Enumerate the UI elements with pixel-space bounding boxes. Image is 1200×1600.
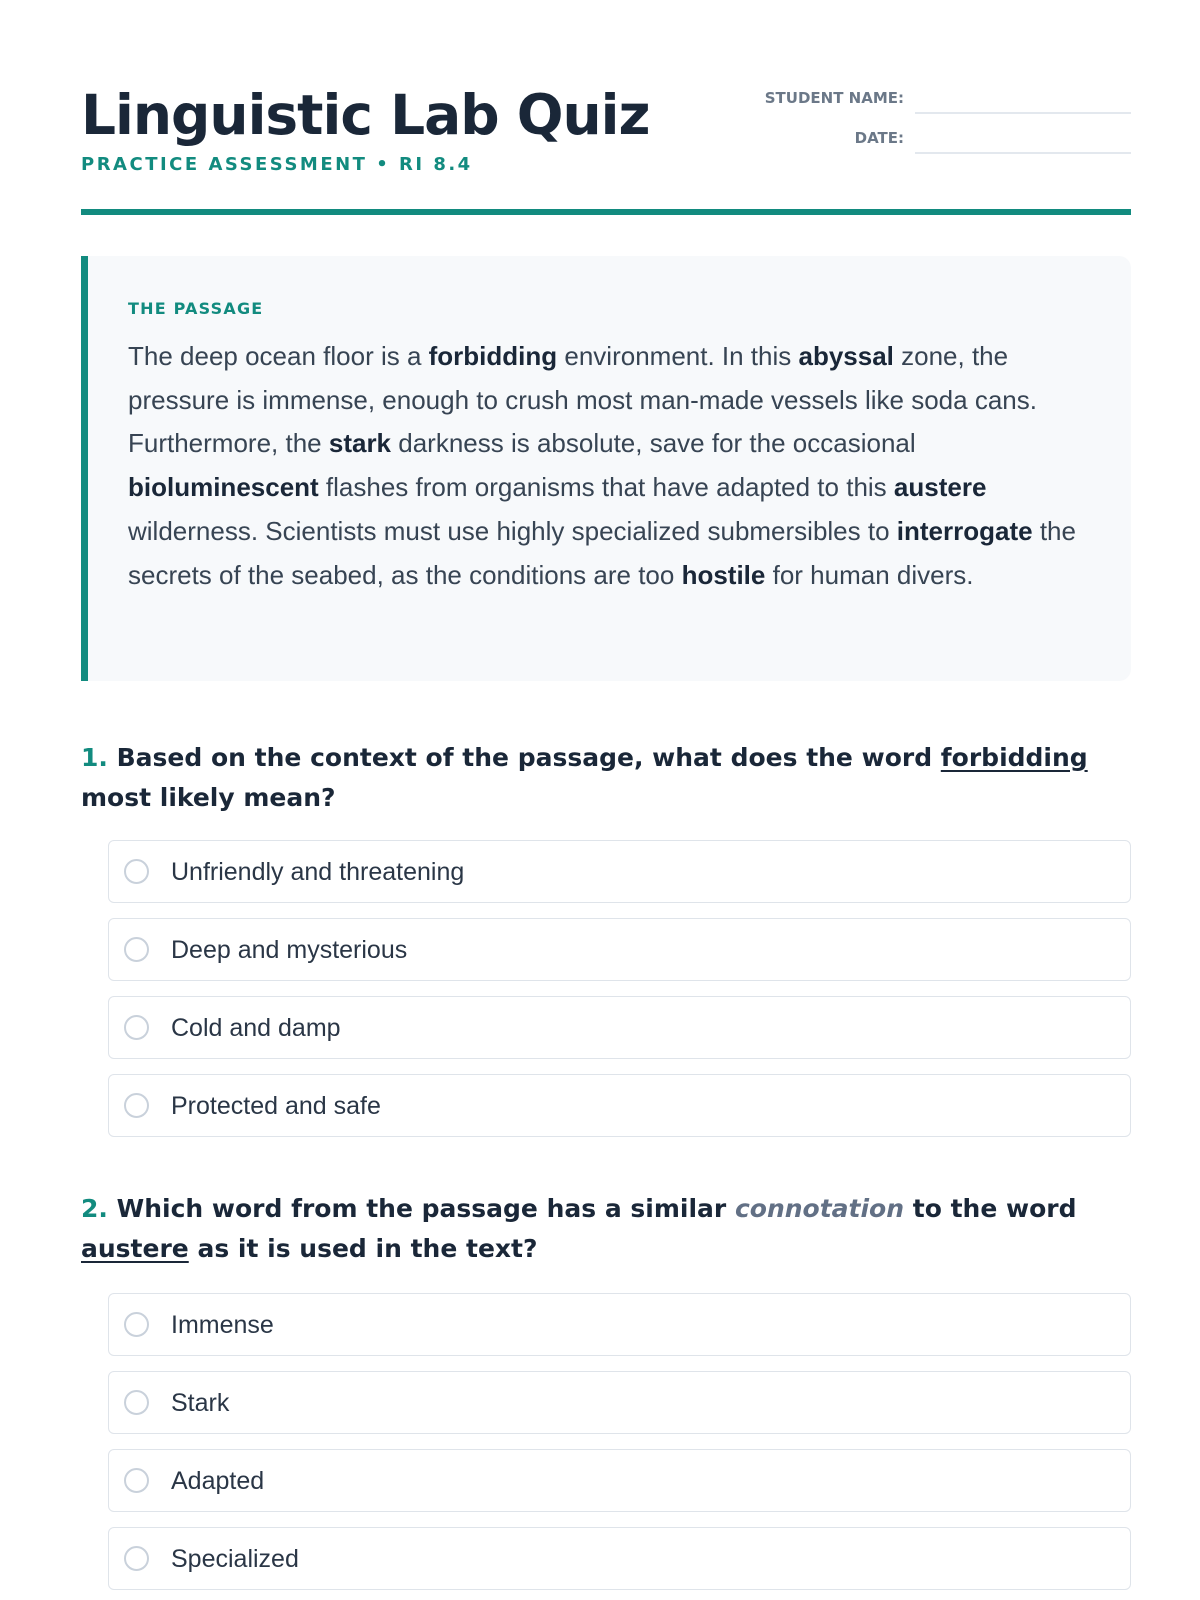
vocab-word: abyssal xyxy=(798,341,894,371)
vocab-word: bioluminescent xyxy=(128,472,319,503)
option-label: Protected and safe xyxy=(171,1092,381,1120)
student-name-label: STUDENT NAME: xyxy=(764,89,904,107)
radio-icon[interactable] xyxy=(124,1093,149,1118)
vocab-word: interrogate xyxy=(896,515,1033,546)
passage-segment: The deep ocean floor is a xyxy=(128,341,429,371)
radio-icon[interactable] xyxy=(124,937,149,962)
question-1-option-c[interactable] xyxy=(108,996,1131,1059)
vocab-word: stark xyxy=(328,428,392,459)
option-label: Specialized xyxy=(171,1545,299,1573)
student-name-field xyxy=(731,82,1131,112)
passage-segment: wilderness. Scientists must use highly specialized submersibles to xyxy=(128,515,897,546)
question-text: most likely mean? xyxy=(81,783,336,812)
radio-icon[interactable] xyxy=(124,1312,149,1337)
question-1-option-b[interactable] xyxy=(108,918,1131,981)
date-input[interactable] xyxy=(915,152,1131,154)
question-1-option-a[interactable] xyxy=(108,840,1131,903)
vocab-word: hostile xyxy=(681,559,766,590)
question-emphasis: connotation xyxy=(734,1194,905,1223)
question-text: as it is used in the text? xyxy=(188,1234,538,1263)
page-title: Linguistic Lab Quiz xyxy=(81,83,650,147)
question-number: 2. xyxy=(81,1194,108,1223)
passage-segment: the secrets of the seabed, as the conditions are too xyxy=(128,515,1076,590)
option-label: Deep and mysterious xyxy=(171,936,408,964)
passage-segment: flashes from organisms that have adapted to this xyxy=(318,472,894,503)
question-2-option-d[interactable] xyxy=(108,1527,1131,1590)
vocab-word: austere xyxy=(893,472,987,503)
question-keyword: forbidding xyxy=(940,743,1088,772)
question-1-option-d[interactable] xyxy=(108,1074,1131,1137)
question-2-option-a[interactable] xyxy=(108,1293,1131,1356)
passage-label: THE PASSAGE xyxy=(128,299,264,318)
radio-icon[interactable] xyxy=(124,859,149,884)
question-1-prompt xyxy=(81,738,1131,818)
vocab-word: forbidding xyxy=(428,341,558,371)
passage-segment: darkness is absolute, save for the occasional xyxy=(391,428,916,459)
page-subtitle: PRACTICE ASSESSMENT • RI 8.4 xyxy=(81,154,473,175)
question-text: Based on the context of the passage, what does the word xyxy=(116,743,941,772)
student-name-input[interactable] xyxy=(915,112,1131,114)
question-keyword: austere xyxy=(81,1234,189,1263)
radio-icon[interactable] xyxy=(124,1015,149,1040)
passage-segment: environment. In this xyxy=(557,341,799,371)
passage-segment: zone, the pressure is immense, enough to crush most man-made vessels like soda cans. Furthermore, the xyxy=(128,341,1037,459)
question-2-option-b[interactable] xyxy=(108,1371,1131,1434)
date-label: DATE: xyxy=(854,129,904,147)
passage-text xyxy=(128,335,1088,597)
passage-box xyxy=(81,256,1131,681)
question-number: 1. xyxy=(81,743,108,772)
quiz-header xyxy=(81,80,1131,216)
header-divider xyxy=(81,209,1131,215)
option-label: Immense xyxy=(171,1311,274,1339)
radio-icon[interactable] xyxy=(124,1546,149,1571)
question-text: to the word xyxy=(904,1194,1077,1223)
option-label: Unfriendly and threatening xyxy=(171,858,465,886)
question-2-option-c[interactable] xyxy=(108,1449,1131,1512)
passage-segment: for human divers. xyxy=(765,559,974,590)
option-label: Stark xyxy=(171,1389,230,1417)
option-label: Cold and damp xyxy=(171,1014,341,1042)
radio-icon[interactable] xyxy=(124,1390,149,1415)
option-label: Adapted xyxy=(171,1467,265,1495)
question-text: Which word from the passage has a similar xyxy=(116,1194,735,1223)
date-field xyxy=(731,122,1131,152)
radio-icon[interactable] xyxy=(124,1468,149,1493)
question-2-prompt xyxy=(81,1189,1131,1269)
